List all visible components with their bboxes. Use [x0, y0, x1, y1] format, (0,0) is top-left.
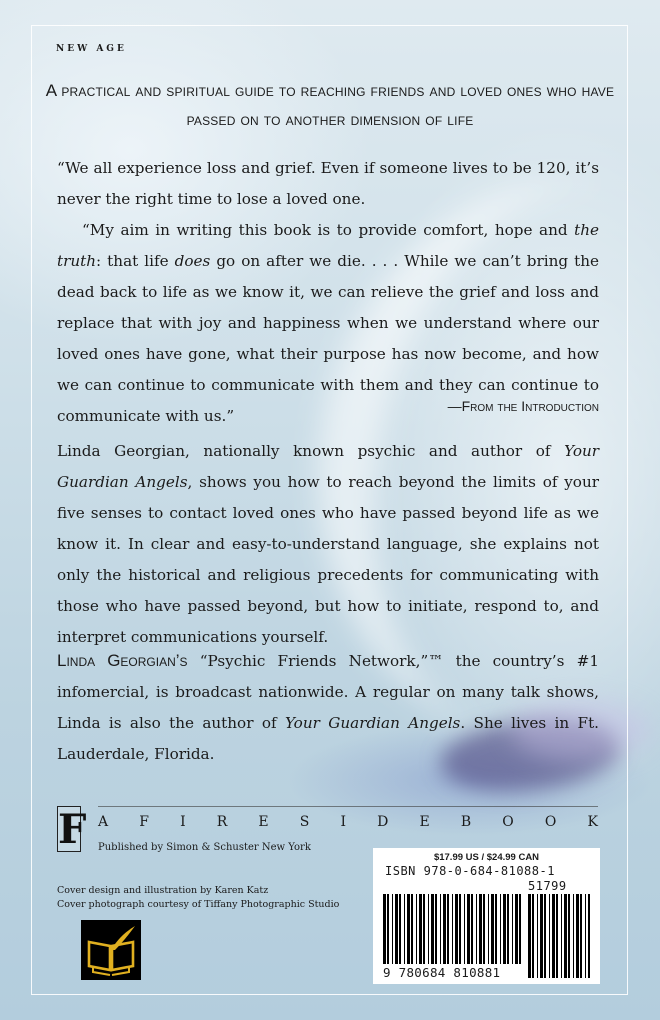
- barcode-bar: [479, 894, 482, 964]
- book-title-reference: Your Guardian Angels: [284, 714, 461, 732]
- barcode-bar: [528, 894, 531, 978]
- bio-text: “Psychic Friends Network,”™ the country’s #1 infomercial, is broadcast nationwide. A regular on many talk shows, Linda is also the author of: [57, 652, 600, 732]
- barcode-bar: [483, 894, 485, 964]
- imprint-letter: K: [587, 814, 598, 830]
- barcode-bar: [387, 894, 389, 964]
- book-description: [57, 436, 599, 653]
- barcode-bar: [471, 894, 473, 964]
- barcode-bar: [399, 894, 401, 964]
- description-text: Linda Georgian, nationally known psychic and author of: [57, 442, 565, 460]
- barcode-bar: [395, 894, 398, 964]
- barcode-bar: [440, 894, 441, 964]
- barcode-bar: [443, 894, 446, 964]
- barcode-bar: [447, 894, 449, 964]
- barcode-bar: [464, 894, 465, 964]
- bio-text: . She lives in Ft. Lauderdale, Florida.: [57, 714, 600, 763]
- imprint-letter: O: [544, 814, 557, 830]
- imprint-letter: F: [139, 814, 149, 830]
- imprint-letter: S: [299, 814, 310, 830]
- category-label: NEW AGE: [56, 44, 127, 54]
- barcode-bar: [455, 894, 458, 964]
- barcode-bar: [459, 894, 461, 964]
- fireside-logo: F: [58, 806, 87, 853]
- isbn: ISBN 978-0-684-81088-1: [385, 864, 555, 878]
- imprint-letter: I: [180, 814, 186, 830]
- quote-emphasis: does: [174, 252, 211, 270]
- tagline: A practical and spiritual guide to reaching friends and loved ones who have passed on to another dimension of life: [45, 81, 615, 129]
- quote-emphasis: the truth: [57, 221, 599, 270]
- price-addon-barcode-bars: [528, 894, 590, 978]
- quote-attribution: —From the Introduction: [447, 398, 599, 414]
- barcode-bar: [491, 894, 494, 964]
- barcode-bar: [540, 894, 543, 978]
- description-text: , shows you how to reach beyond the limits of your five senses to contact loved ones who have passed beyond life as we know it. In clear and easy-to-understand language, she explains not only the historical and religious precedents for communicating with those who have passed beyond, but how to initiate, respond to, and interpret communications yourself.: [57, 473, 599, 646]
- book-title-reference: Your Guardian Angels: [57, 442, 599, 491]
- price: $17.99 US / $24.99 CAN: [433, 852, 540, 863]
- imprint-name: [98, 814, 598, 830]
- barcode-bar: [507, 894, 509, 964]
- barcode-bar: [519, 894, 521, 964]
- imprint-letter: R: [216, 814, 228, 830]
- barcode-bar: [423, 894, 425, 964]
- barcode-bar: [500, 894, 501, 964]
- barcode-bar: [576, 894, 579, 978]
- author-bio: [57, 645, 599, 770]
- price-code: 51799: [528, 879, 567, 893]
- barcode-bar: [428, 894, 429, 964]
- barcode-label: [373, 848, 600, 984]
- barcode-bar: [512, 894, 513, 964]
- barcode-bar: [564, 894, 567, 978]
- barcode-bar: [495, 894, 497, 964]
- barcode-bar: [411, 894, 413, 964]
- barcode-bar: [532, 894, 534, 978]
- imprint-letter: E: [258, 814, 269, 830]
- quote-text: “My aim in writing this book is to provide comfort, hope and: [82, 221, 575, 239]
- barcode-bar: [573, 894, 574, 978]
- barcode-bar: [549, 894, 550, 978]
- design-credit: Cover design and illustration by Karen Katz: [57, 885, 269, 896]
- barcode-bar: [407, 894, 410, 964]
- ean-barcode-bars: [383, 894, 523, 964]
- imprint-letter: B: [460, 814, 472, 830]
- imprint-letter: I: [340, 814, 347, 830]
- imprint-letter: E: [419, 814, 430, 830]
- barcode-bar: [585, 894, 586, 978]
- barcode-bar: [452, 894, 453, 964]
- imprint-letter: D: [377, 814, 389, 830]
- barcode-bar: [588, 894, 590, 978]
- imprint-letter: A: [98, 814, 109, 830]
- barcode-bar: [392, 894, 393, 964]
- photo-credit: Cover photograph courtesy of Tiffany Photographic Studio: [57, 899, 340, 910]
- imprint-letter: O: [502, 814, 514, 830]
- quote-text: go on after we die. . . . While we can’t bring the dead back to life as we know it, we can relieve the grief and loss and replace that with joy and happiness when we understand where our loved ones have gone, what their purpose has now become, and how we can continue to communicate with them and they can continue to communicate with us.”: [57, 252, 599, 425]
- barcode-bar: [503, 894, 506, 964]
- barcode-bar: [419, 894, 422, 964]
- barcode-bar: [568, 894, 570, 978]
- quote-text: : that life: [96, 252, 175, 270]
- publisher-line: Published by Simon & Schuster New York: [98, 842, 311, 853]
- barcode-bar: [561, 894, 562, 978]
- barcode-bar: [416, 894, 417, 964]
- barcode-bar: [467, 894, 470, 964]
- barcode-bar: [435, 894, 437, 964]
- barcode-bar: [476, 894, 477, 964]
- barcode-bar: [556, 894, 558, 978]
- barcode-bar: [580, 894, 582, 978]
- barcode-bar: [431, 894, 434, 964]
- barcode-bar: [488, 894, 489, 964]
- cover-credits: [57, 884, 339, 912]
- barcode-bar: [383, 894, 386, 964]
- barcode-bar: [544, 894, 546, 978]
- barcode-bar: [515, 894, 518, 964]
- barcode-bar: [404, 894, 405, 964]
- imprint-rule: [98, 806, 598, 807]
- barcode-bar: [537, 894, 538, 978]
- barcode-bar: [552, 894, 555, 978]
- quote-paragraph-1: “We all experience loss and grief. Even if someone lives to be 120, it’s never the right time to lose a loved one.: [57, 159, 599, 208]
- ean-number: 9 780684 810881: [383, 965, 501, 980]
- author-name: Linda Georgian’s: [57, 651, 188, 670]
- publisher-book-logo-icon: [81, 920, 141, 980]
